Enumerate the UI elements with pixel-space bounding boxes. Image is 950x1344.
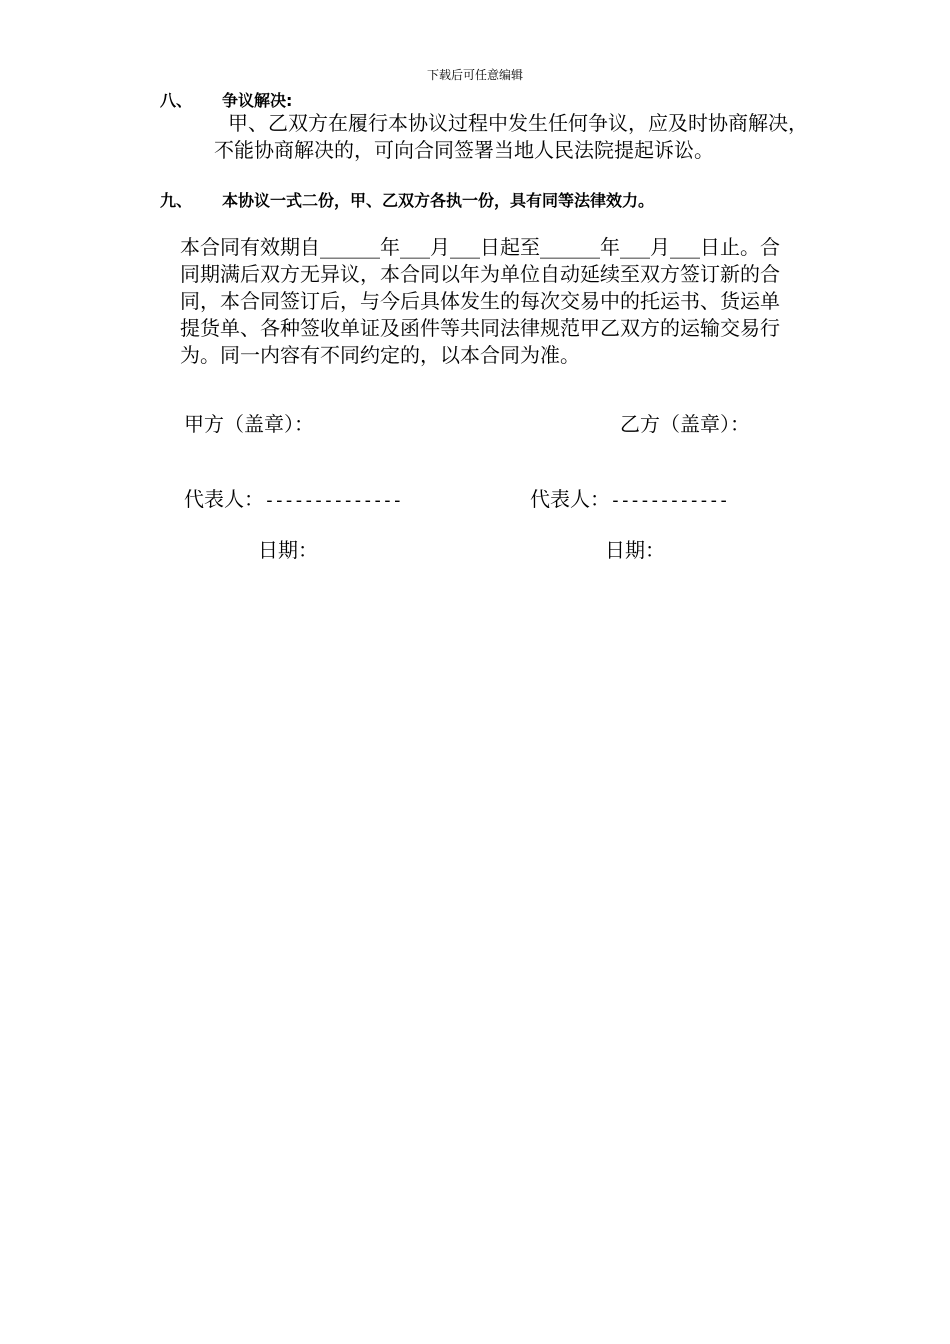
rep-b-label: 代表人：: [530, 487, 610, 511]
validity-line-1: 本合同有效期自______年___月___日起至______年___月___日止。合: [180, 235, 780, 259]
party-a-date-label: 日期：: [258, 538, 318, 562]
validity-line-5: 为。同一内容有不同约定的，以本合同为准。: [180, 343, 580, 367]
party-b-seal-label: 乙方（盖章）：: [620, 412, 750, 436]
rep-b-signature-line: ------------: [610, 490, 729, 511]
validity-line-2: 同期满后双方无异议，本合同以年为单位自动延续至双方签订新的合: [180, 262, 780, 286]
party-b-date-label: 日期：: [605, 538, 665, 562]
validity-line-4: 提货单、各种签收单证及函件等共同法律规范甲乙双方的运输交易行: [180, 316, 780, 340]
party-b-representative: [530, 483, 728, 512]
section-8-line-1: 甲、乙双方在履行本协议过程中发生任何争议，应及时协商解决，: [228, 111, 808, 135]
rep-a-label: 代表人：: [184, 487, 264, 511]
validity-line-3: 同，本合同签订后，与今后具体发生的每次交易中的托运书、货运单: [180, 289, 780, 313]
section-9-title: 本协议一式二份，甲、乙双方各执一份，具有同等法律效力。: [222, 191, 655, 210]
rep-a-signature-line: --------------: [264, 490, 402, 511]
party-a-representative: [184, 483, 402, 512]
section-8-line-2: 不能协商解决的，可向合同签署当地人民法院提起诉讼。: [214, 138, 714, 162]
section-8-number: 八、: [160, 91, 193, 110]
header-note: 下载后可任意编辑: [426, 68, 523, 82]
party-a-seal-label: 甲方（盖章）：: [184, 412, 314, 436]
validity-paragraph: [180, 234, 872, 369]
section-8-title: 争议解决:: [222, 91, 293, 110]
section-9-number: 九、: [160, 191, 193, 210]
